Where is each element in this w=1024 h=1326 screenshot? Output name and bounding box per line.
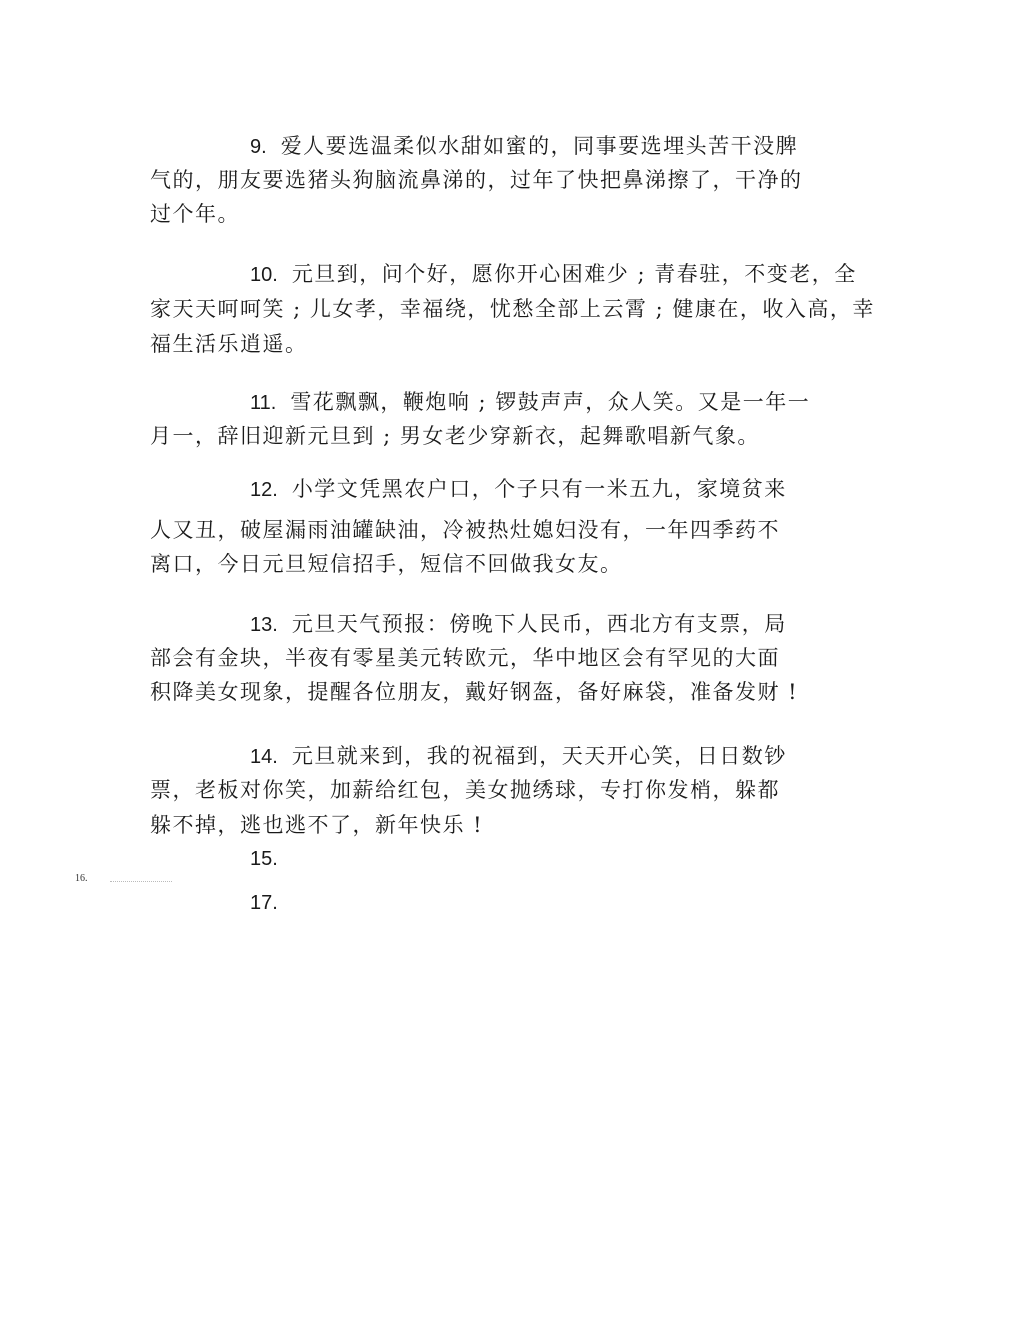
item-number: 13. [250, 614, 278, 636]
item-10-line-3: 福生活乐逍遥。 [150, 332, 308, 356]
item-14-line-3: 躲不掉，逃也逃不了，新年快乐 ! [150, 813, 484, 837]
item-text: 雪花飘飘，鞭炮响 ; 锣鼓声声，众人笑。又是一年一 [290, 390, 811, 414]
item-9-line-1 [250, 133, 798, 160]
item-14-line-1 [250, 743, 787, 770]
item-10-line-2: 家天天呵呵笑 ; 儿女孝，幸福绕，忧愁全部上云霄 ; 健康在，收入高，幸 [150, 297, 875, 321]
item-13-line-2: 部会有金块，半夜有零星美元转欧元，华中地区会有罕见的大面 [150, 646, 780, 670]
item-11-line-1 [250, 389, 810, 416]
item-9-line-3: 过个年。 [150, 202, 240, 226]
item-12-line-2: 人又丑，破屋漏雨油罐缺油，冷被热灶媳妇没有，一年四季药不 [150, 518, 780, 542]
item-number: 17. [250, 892, 278, 914]
item-number: 12. [250, 479, 278, 501]
item-16: 16. [75, 873, 88, 884]
item-number: 14. [250, 746, 278, 768]
item-14-line-2: 票，老板对你笑，加薪给红包，美女抛绣球，专打你发梢，躲都 [150, 778, 780, 802]
item-text: 小学文凭黑农户口，个子只有一米五九，家境贫来 [291, 477, 787, 501]
dotted-leader [110, 881, 172, 882]
item-10-line-1 [250, 261, 857, 288]
item-number: 11. [250, 392, 277, 414]
item-13-line-3: 积降美女现象，提醒各位朋友，戴好钢盔，备好麻袋，准备发财 ! [150, 680, 799, 704]
item-11-line-2: 月一，辞旧迎新元旦到 ; 男女老少穿新衣，起舞歌唱新气象。 [150, 424, 760, 448]
item-9-line-2: 气的，朋友要选猪头狗脑流鼻涕的，过年了快把鼻涕擦了，干净的 [150, 168, 803, 192]
item-12-line-1 [250, 476, 787, 503]
item-number: 9. [250, 136, 267, 158]
item-text: 元旦天气预报：傍晚下人民币，西北方有支票，局 [291, 612, 787, 636]
item-number: 15. [250, 848, 278, 870]
item-15 [250, 845, 292, 872]
item-text: 爱人要选温柔似水甜如蜜的，同事要选埋头苦干没脾 [280, 134, 799, 158]
item-12-line-3: 离口，今日元旦短信招手，短信不回做我女友。 [150, 552, 623, 576]
item-text: 元旦到，问个好，愿你开心困难少 ; 青春驻，不变老，全 [291, 262, 857, 286]
item-13-line-1 [250, 611, 787, 638]
item-17 [250, 889, 292, 916]
item-number: 10. [250, 264, 278, 286]
item-text: 元旦就来到，我的祝福到，天天开心笑，日日数钞 [291, 744, 787, 768]
